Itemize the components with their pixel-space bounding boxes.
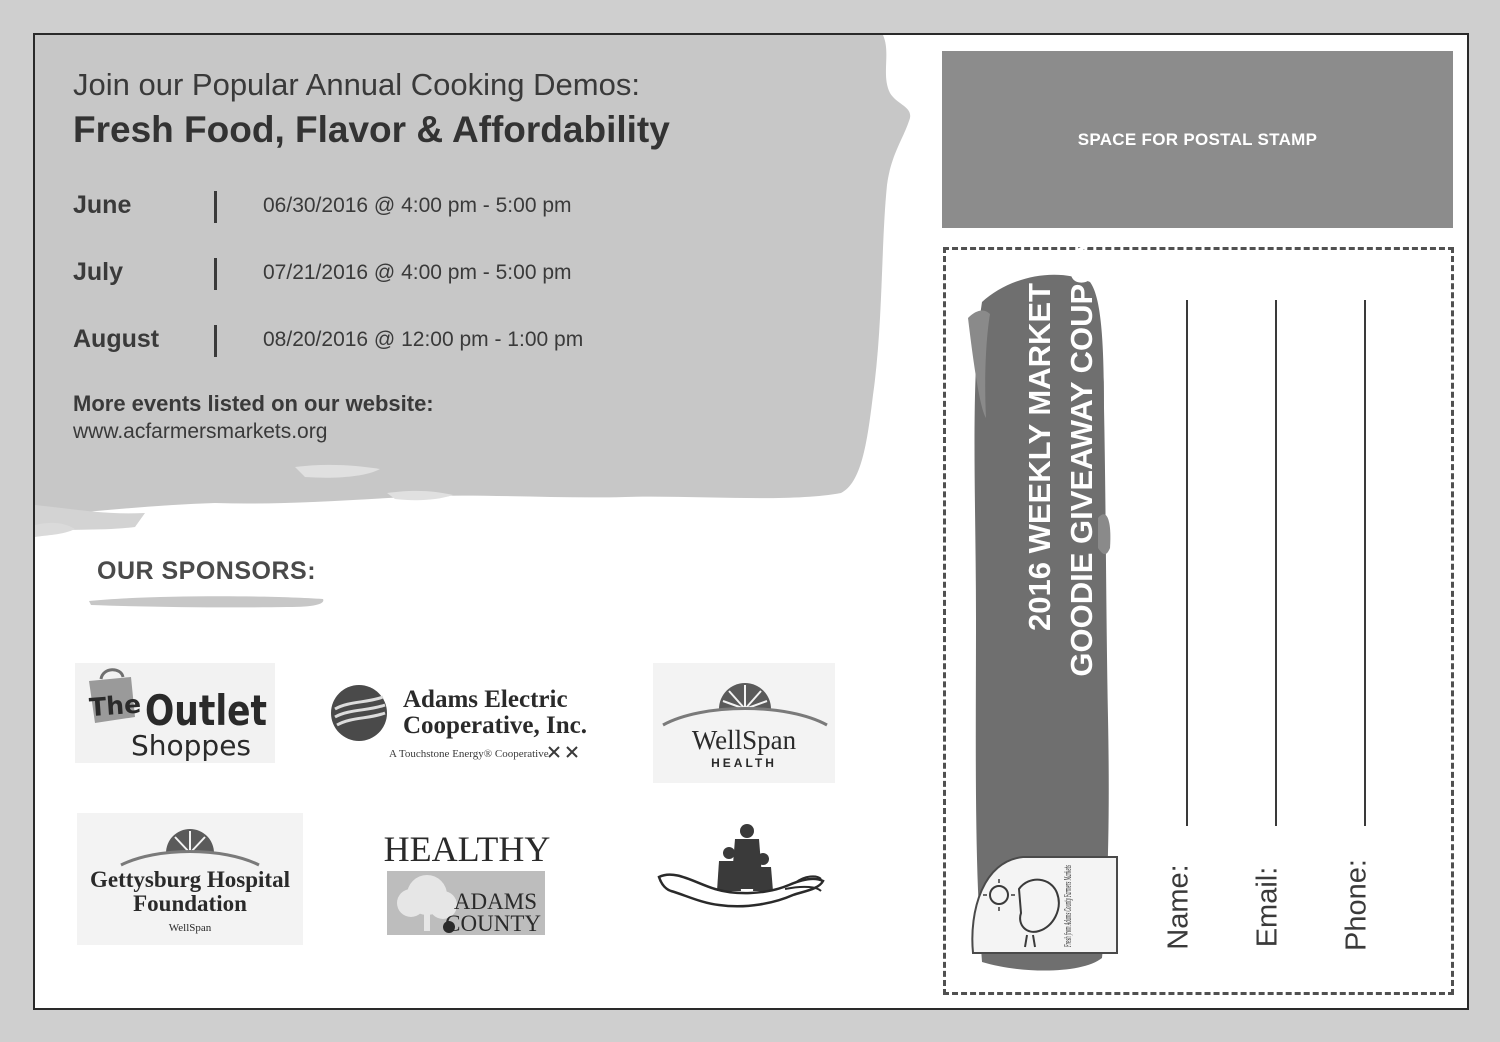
- headline: Fresh Food, Flavor & Affordability: [73, 109, 670, 150]
- outlet-the-text: The: [88, 689, 142, 723]
- healthy-text: HEALTHY: [383, 829, 551, 869]
- healthy-adams-text: ADAMS: [453, 889, 537, 914]
- schedule-time: 08/20/2016 @ 12:00 pm - 1:00 pm: [263, 328, 584, 351]
- email-field-line[interactable]: [1275, 300, 1277, 826]
- outlet-shoppes-text: Shoppes: [131, 729, 252, 762]
- healthy-county-text: COUNTY: [445, 911, 541, 936]
- coupon-title: [1019, 232, 1109, 682]
- coupon-title-line1: 2016 WEEKLY MARKET: [1022, 283, 1057, 631]
- schedule-time: 06/30/2016 @ 4:00 pm - 5:00 pm: [263, 194, 572, 217]
- name-field-line[interactable]: [1186, 300, 1188, 826]
- gettysburg-hospital-foundation-logo: [77, 813, 303, 945]
- postal-stamp-label: SPACE FOR POSTAL STAMP: [1077, 129, 1318, 149]
- schedule-time: 07/21/2016 @ 4:00 pm - 5:00 pm: [263, 261, 572, 284]
- schedule-divider: [214, 191, 217, 223]
- schedule-month: June: [73, 191, 132, 219]
- hand-family-logo: [655, 819, 827, 923]
- outlet-name-text: Outlet: [145, 686, 267, 735]
- postcard: [33, 33, 1469, 1010]
- gettysburg-line2: Foundation: [133, 891, 247, 916]
- wellspan-name-text: WellSpan: [691, 725, 797, 755]
- phone-field-label: Phone:: [1340, 859, 1373, 951]
- sponsors-heading: OUR SPONSORS:: [97, 557, 317, 585]
- website-link[interactable]: www.acfarmersmarkets.org: [73, 420, 328, 443]
- intro-text: Join our Popular Annual Cooking Demos:: [73, 67, 640, 102]
- adams-electric-tagline: A Touchstone Energy® Cooperative: [389, 748, 549, 760]
- coupon-title-line2: GOODIE GIVEAWAY COUPON: [1064, 237, 1099, 677]
- name-field-label: Name:: [1162, 864, 1195, 950]
- fresh-farmers-markets-logo: [967, 855, 1117, 960]
- adams-electric-line2: Cooperative, Inc.: [403, 712, 587, 739]
- adams-electric-logo: [327, 675, 597, 765]
- gettysburg-wellspan-text: WellSpan: [168, 922, 212, 934]
- postal-stamp-area: [942, 51, 1453, 228]
- adams-electric-line1: Adams Electric: [403, 686, 568, 713]
- schedule-month: July: [73, 258, 124, 286]
- outlet-shoppes-logo: [75, 663, 275, 763]
- email-field-label: Email:: [1251, 866, 1284, 948]
- schedule-divider: [214, 325, 217, 357]
- sponsors-underline-stroke: [87, 593, 327, 609]
- phone-field-line[interactable]: [1364, 300, 1366, 826]
- schedule-divider: [214, 258, 217, 290]
- schedule-month: August: [73, 325, 160, 353]
- wellspan-health-text: HEALTH: [711, 756, 777, 770]
- wellspan-health-logo: [653, 663, 835, 783]
- fresh-logo-text: [1064, 865, 1074, 948]
- more-events-text: More events listed on our website:: [73, 391, 434, 416]
- gettysburg-line1: Gettysburg Hospital: [90, 867, 290, 892]
- healthy-adams-county-logo: [385, 825, 549, 937]
